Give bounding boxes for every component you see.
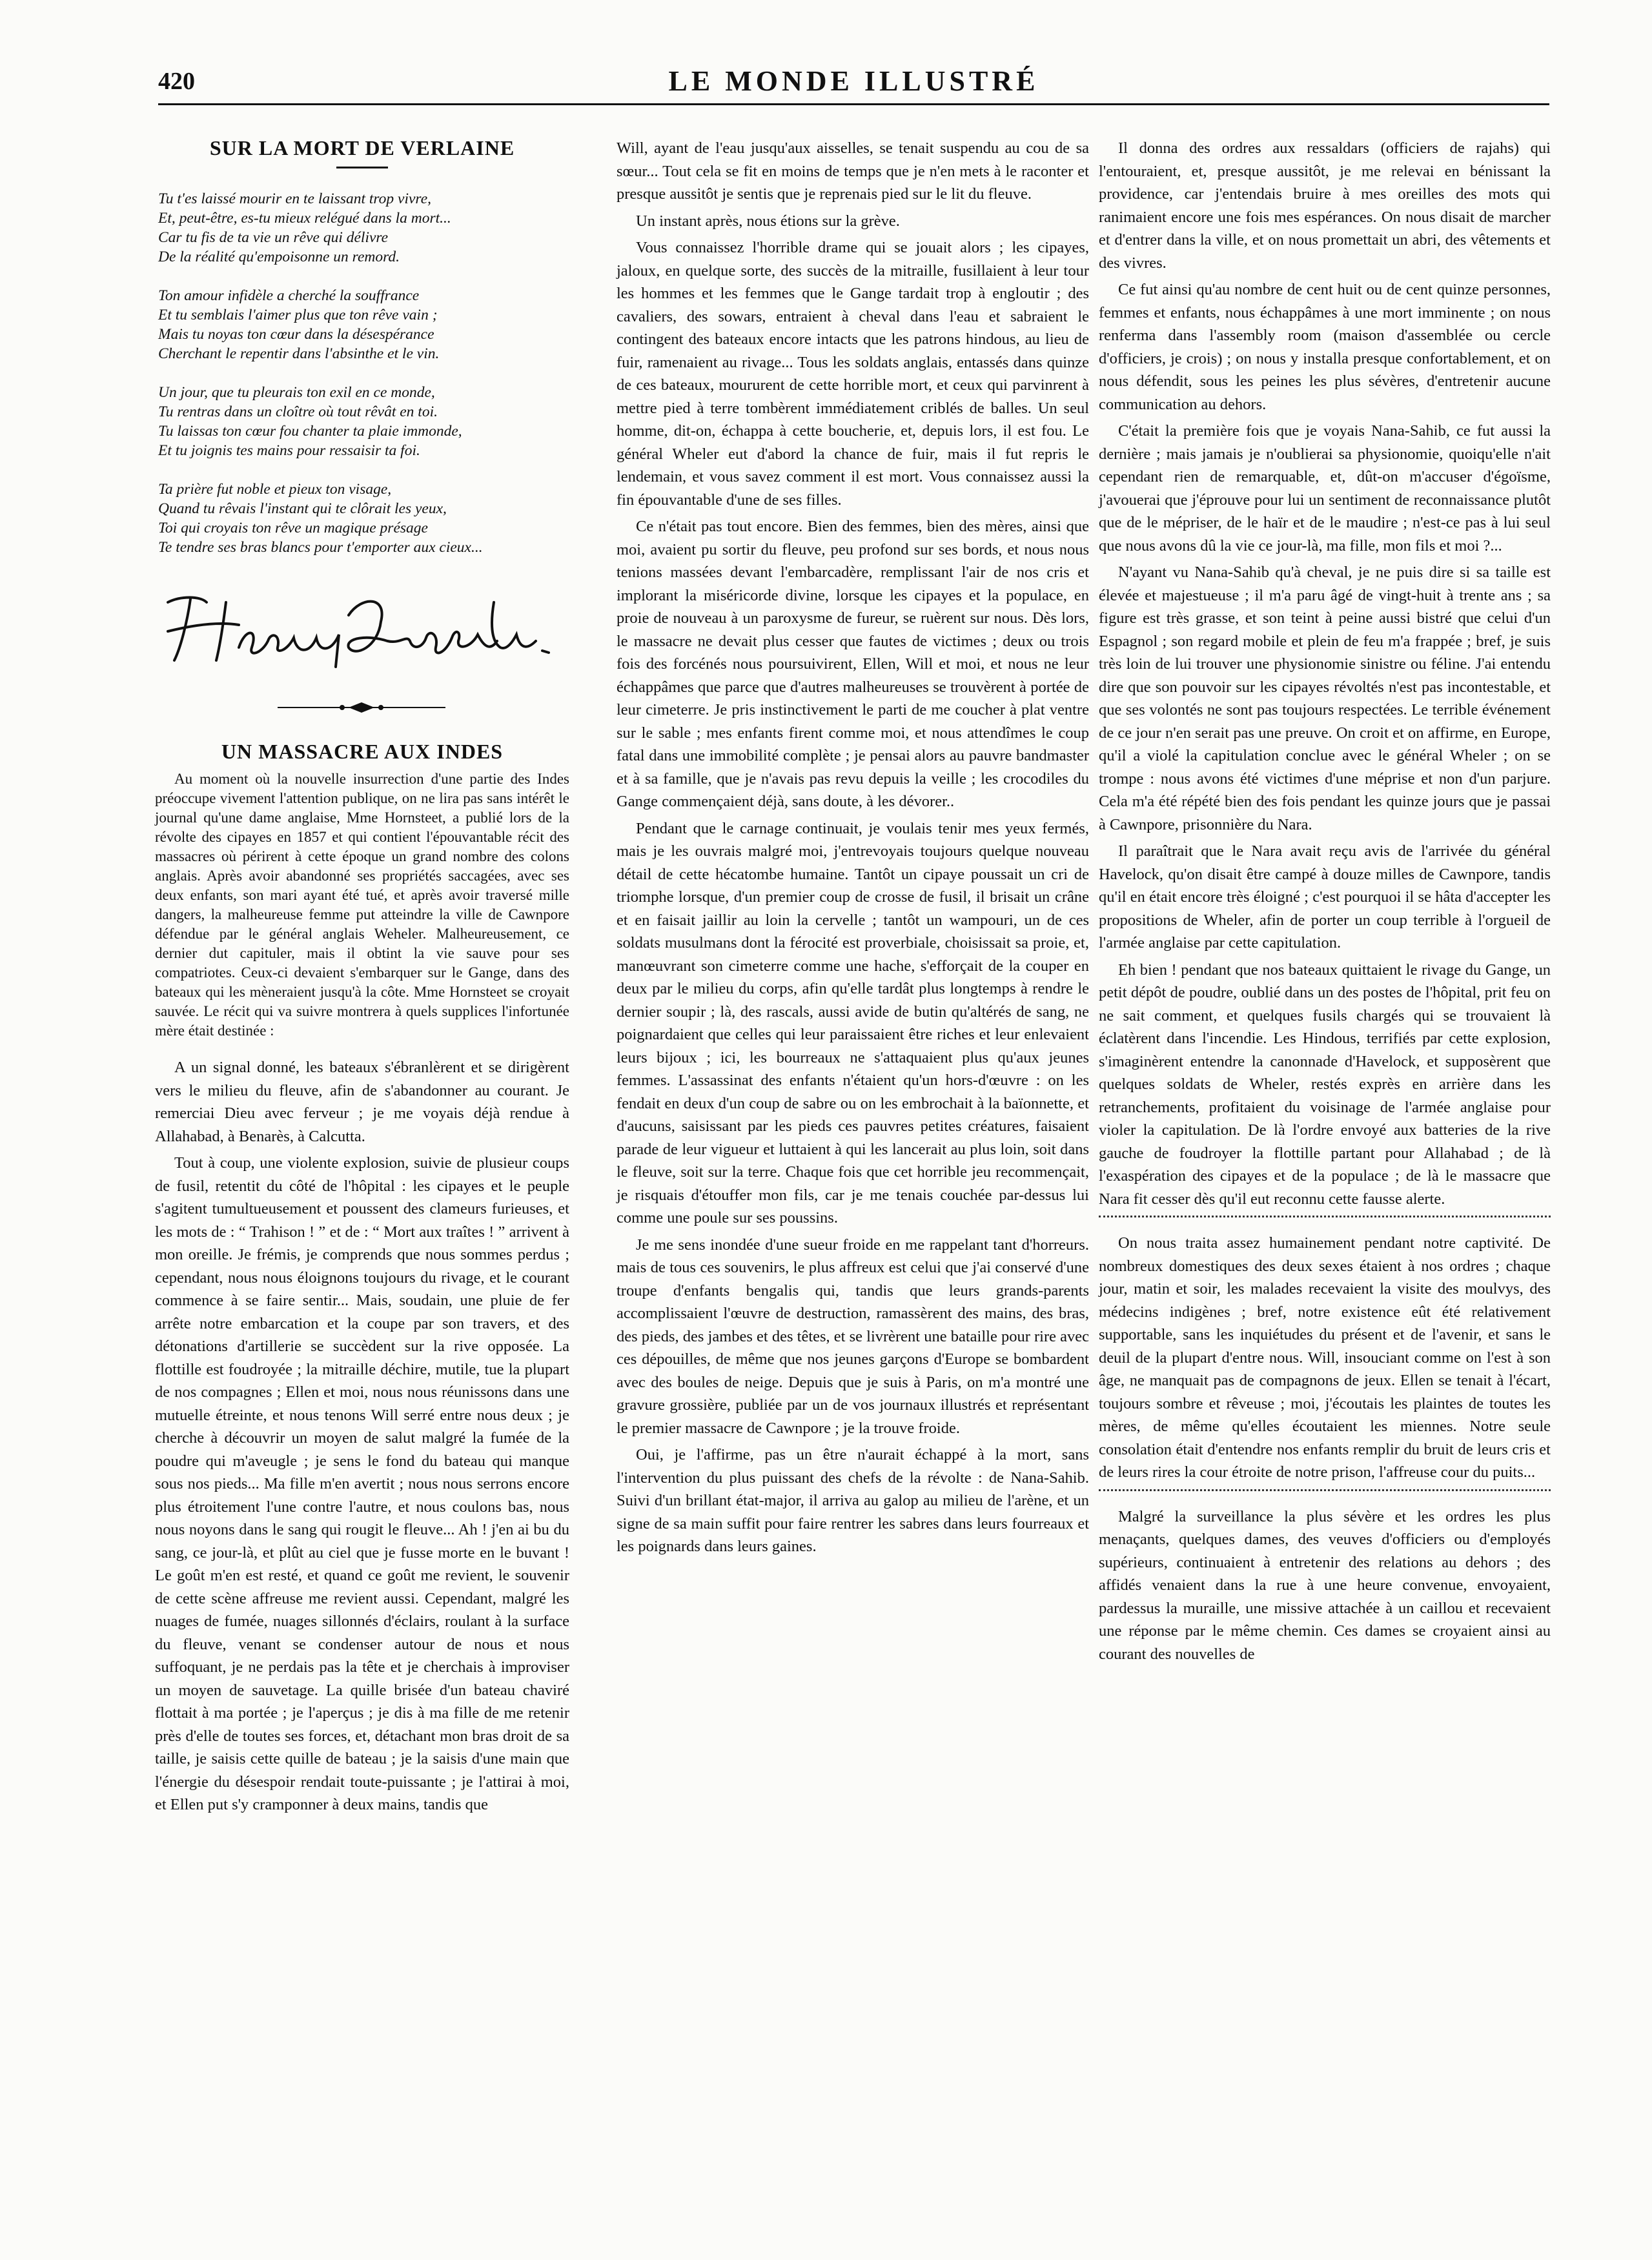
article-paragraph: On nous traita assez humainement pendant notre captivité. De nombreux domestiques des deux sexes étaient à nos ordres ; chaque jour, matin et soir, les malades recevaient la visite des moulvys, des médecins indigènes ; bref, notre existence eût été relativement supportable, sans les inquiétudes du présent et de l'avenir, et sans le deuil de la plupart d'entre nous. Will, insouciant comme on l'est à son âge, ne manquait pas de compagnons de jeux. Ellen se tenait à l'écart, toujours sombre et rêveuse ; moi, j'écoutais les plaintes de toutes les mères, de même qu'elles écoutaient les miennes. Notre seule consolation était d'entendre nos enfants remplir du bruit de leurs cris et de leurs rires la cour étroite de notre prison, l'affreuse cour du puits...	[1099, 1234, 1551, 1481]
page-header	[158, 65, 1549, 105]
article-paragraph: Ce n'était pas tout encore. Bien des femmes, bien des mères, ainsi que moi, avaient pu sortir du fleuve, peu profond sur ses bords, et nous nous tenions massées devant l'embarcadère, remplissant l'air de nos cris et implorant la miséricorde divine, lorsque les cipayes et la populace, en proie de nouveau à un paroxysme de fureur, se ruèrent sur nous. Dès lors, le massacre ne devait plus cesser que fautes de victimes ; deux ou trois fois des forcénés nous poursuivirent, Ellen, Will et moi, et nous ne leur échappâmes que parce que d'autres malheureuses se trouvèrent à portée de leur cimeterre. Je pris instinctivement le parti de me coucher à plat ventre sur le sable ; mes enfants firent comme moi, et nous attendîmes le coup fatal dans une immobilité complète ; je pensai alors au pauvre bandmaster et à sa famille, que je n'avais pas revu depuis la veille ; les crocodiles du Gange commençaient déjà, sans doute, à les dévorer..	[617, 518, 1089, 810]
article-paragraph: Oui, je l'affirme, pas un être n'aurait échappé à la mort, sans l'intervention du plus puissant des chefs de la révolte : de Nana-Sahib. Suivi d'un brillant état-major, il arriva au galop au milieu de l'arène, et un signe de sa main suffit pour faire rentrer les sabres dans leurs fourreaux et les poignards dans leurs gaines.	[617, 1446, 1089, 1555]
intro-paragraph: Au moment où la nouvelle insurrection d'une partie des Indes préoccupe vivement l'attention publique, on ne lira pas sans intérêt le journal qu'une dame anglaise, Mme Hornsteet, a publié lors de la révolte des cipayes en 1857 et qui contient l'épouvantable récit des massacres où périrent à cette époque un grand nombre des colons anglais. Après avoir abandonné ses propriétés saccagées, avec ses deux enfants, son mari ayant été tué, et après avoir traversé mille dangers, la malheureuse femme put atteindre la ville de Cawnpore défendue par le général anglais Weheler. Malheureusement, ce dernier dut capituler, mais il obtint la vie sauve pour ses compatriotes. Ceux-ci devaient s'embarquer sur le Gange, dans des bateaux qui les mèneraient jusqu'à la côte. Mme Hornsteet se croyait sauvée. Le récit qui va suivre montrera à quels supplices l'infortunée mère était destinée :	[155, 771, 569, 1039]
article-paragraph: Will, ayant de l'eau jusqu'aux aisselles, se tenait suspendu au cou de sa sœur... Tout cela se fit en moins de temps que je n'en mets à le raconter et presque aussitôt je sentis que je reprenais pied sur le lit du fleuve.	[617, 139, 1089, 203]
poem-line: Te tendre ses bras blancs pour t'emporter aux cieux...	[158, 538, 483, 556]
poem-line: Et tu semblais l'aimer plus que ton rêve vain ;	[158, 306, 438, 323]
poem-line: Tu laissas ton cœur fou chanter ta plaie immonde,	[158, 422, 462, 440]
column-1	[155, 137, 569, 1820]
article-paragraph: Il donna des ordres aux ressaldars (officiers de rajahs) qui l'entouraient, et, presque aussitôt, je me relevai en bénissant la providence, car j'entendais bruire à mes oreilles des mots qui ranimaient encore une fois mes espérances. On nous disait de marcher et d'entrer dans la ville, et on nous promettait un abri, des vêtements et des vivres.	[1099, 139, 1551, 272]
poem-line: De la réalité qu'empoisonne un remord.	[158, 248, 400, 265]
title-rule	[336, 167, 388, 168]
article-paragraph: N'ayant vu Nana-Sahib qu'à cheval, je ne puis dire si sa taille est élevée et majestueuse ; il m'a paru âgé de vingt-huit à trente ans ; sa figure est très grasse, et son teint à peine aussi bistré que celui d'un Espagnol ; son regard mobile et plein de feu m'a frappée ; bref, je suis très loin de lui trouver une physionomie sinistre ou féline. J'ai entendu dire que son pouvoir sur les cipayes révoltés n'est pas incontestable, et que ses volontés ne sont pas toujours respectées. Le terrible événement de ce jour n'en serait pas une preuve. On croit et on affirme, en Europe, qu'il a violé la capitulation conclue avec le général Wheler ; on se trompe : nous avons été victimes d'une méprise et non d'un parjure. Cela m'a été répété bien des fois pendant les quinze jours que je passai à Cawnpore, prisonnière du Nara.	[1099, 564, 1551, 833]
poem-stanza	[158, 286, 569, 363]
article-intro	[155, 769, 569, 1041]
poem-line: Toi qui croyais ton rêve un magique présage	[158, 519, 428, 536]
poem-title: SUR LA MORT DE VERLAINE	[209, 136, 515, 159]
column-3	[1099, 137, 1551, 1669]
poem-line: Ton amour infidèle a cherché la souffrance	[158, 287, 420, 304]
fleuron-icon	[155, 700, 569, 715]
poem-line: Tu t'es laissé mourir en te laissant trop vivre,	[158, 190, 432, 207]
poem-line: Car tu fis de ta vie un rêve qui délivre	[158, 229, 389, 246]
article-paragraph: Malgré la surveillance la plus sévère et les ordres les plus menaçants, quelques dames, des veuves d'officiers ou d'employés supérieurs, continuaient à entretenir des relations au dehors ; des affidés venaient dans la rue à une heure convenue, envoyaient, pardessus la muraille, une missive attachée à un caillou et recevaient une réponse par le même chemin. Ces dames se croyaient ainsi au courant des nouvelles de	[1099, 1507, 1551, 1663]
article-paragraph: Vous connaissez l'horrible drame qui se jouait alors ; les cipayes, jaloux, en quelque sorte, des succès de la mitraille, fusillaient à leur tour les hommes et les femmes que le Gange tardait trop à engloutir ; des cavaliers, des sowars, entraient à cheval dans l'eau et sabraient le contingent des bateaux encore intacts que les patrons hindous, au lieu de fuir, ramenaient au rivage... Tous les soldats anglais, entassés dans quinze de ces bateaux, moururent de cette horrible mort, et ceux qui parvinrent à mettre pied à terre tombèrent immédiatement criblés de balles. Un seul homme, dit-on, échappa à cette boucherie, et, depuis lors, il est fou. Le général Wheler eut d'abord la chance de fuir, mais il fut repris le lendemain, et vous savez comment il est mort. Vous connaissez aussi la fin épouvantable d'une de ses filles.	[617, 239, 1089, 509]
dotted-separator	[1099, 1489, 1551, 1498]
signature	[155, 576, 569, 673]
poem-line: Quand tu rêvais l'instant qui te clôrait les yeux,	[158, 500, 447, 517]
article-paragraph: Il paraîtrait que le Nara avait reçu avis de l'arrivée du général Havelock, qu'on disait être campé à douze milles de Cawnpore, tandis qu'il en était encore très éloigné ; c'est pourquoi il se hâta d'accepter les propositions de Wheler, afin de porter un coup terrible à l'orgueil de l'armée anglaise par cette capitulation.	[1099, 842, 1551, 952]
poem-line: Cherchant le repentir dans l'absinthe et le vin.	[158, 345, 440, 362]
poem-line: Mais tu noyas ton cœur dans la désespérance	[158, 325, 434, 343]
column-2	[617, 137, 1089, 1562]
poem-line: Et, peut-être, es-tu mieux relégué dans la mort...	[158, 209, 451, 227]
article-paragraph: C'était la première fois que je voyais Nana-Sahib, ce fut aussi la dernière ; mais jamais je n'oublierai sa physionomie, quoiqu'elle n'ait cependant rien de remarquable, et, dût-on m'accuser d'égoïsme, j'avouerai que j'éprouve pour lui un sentiment de reconnaissance plutôt que de le mépriser, de le haïr et de le maudire ; n'est-ce pas à lui seul que nous avons dû la vie ce jour-là, ma fille, mon fils et moi ?...	[1099, 422, 1551, 555]
poem-line: Et tu joignis tes mains pour ressaisir ta foi.	[158, 442, 420, 459]
article-paragraph: Je me sens inondée d'une sueur froide en me rappelant tant d'horreurs. mais de tous ces souvenirs, le plus affreux est celui que j'ai conservé d'une troupe d'enfants bengalis qui, tandis que leurs grands-parents accomplissaient l'œuvre de destruction, ramassèrent des mains, des bras, des pieds, des jambes et des têtes, et se livrèrent une bataille pour rire avec ces dépouilles, de même que nos jeunes garçons d'Europe se bombardent avec des boules de neige. Depuis que je suis à Paris, on m'a montré une gravure grossière, publiée par un de vos journaux illustrés et représentant le premier massacre de Cawnpore ; je la trouve froide.	[617, 1236, 1089, 1437]
poem-line: Un jour, que tu pleurais ton exil en ce monde,	[158, 383, 435, 401]
article-paragraph: Un instant après, nous étions sur la grève.	[636, 212, 900, 230]
article-paragraph: Ce fut ainsi qu'au nombre de cent huit ou de cent quinze personnes, femmes et enfants, nous échappâmes à une mort imminente ; on nous renferma dans l'assembly room (maison d'assemblée ou cercle d'officiers, je crois) ; on nous y installa presque confortablement, et on nous défendit, sous les peines les plus sévères, d'entretenir aucune communication au dehors.	[1099, 281, 1551, 413]
poem-stanza	[158, 189, 569, 267]
poem-stanza	[158, 383, 569, 460]
poem-line: Ta prière fut noble et pieux ton visage,	[158, 480, 392, 498]
poem-line: Tu rentras dans un cloître où tout rêvât en toi.	[158, 403, 438, 420]
signature-icon	[155, 576, 568, 673]
article-title: UN MASSACRE AUX INDES	[221, 739, 504, 763]
ornament-divider	[155, 699, 569, 715]
page-number: 420	[158, 68, 195, 95]
poem	[158, 189, 569, 557]
dotted-separator	[1099, 1216, 1551, 1224]
article-paragraph: Tout à coup, une violente explosion, suivie de plusieur coups de fusil, retentit du côté de l'hôpital : les cipayes et le peuple s'agitent tumultueusement et poussent des clameurs furieuses, et les mots de : “ Trahison ! ” et de : “ Mort aux traîtes ! ” arrivent à mon oreille. Je frémis, je comprends que nous sommes perdus ; cependant, nous nous éloignons toujours du rivage, et le courant commence à se faire sentir... Mais, soudain, une pluie de fer arrête notre embarcation et la coupe par son travers, et des détonations d'artillerie se succèdent sur la rive opposée. La flottille est foudroyée ; la mitraille déchire, mutile, tue la plupart de nos compagnes ; Ellen et moi, nous nous réunissons dans une mutuelle étreinte, et nous tenons Will serré entre nous deux ; je cherche à découvrir un moyen de salut malgré la fumée de la poudre qui m'aveugle ; je sens le fond du bateau qui manque sous nos pieds... Ma fille m'en avertit ; nous nous serrons encore plus étroitement l'une contre l'autre, et nous coulons bas, nous nous noyons dans le sang qui rougit le fleuve... Ah ! j'en ai bu du sang, ce jour-là, et plût au ciel que je fusse morte en le buvant ! Le goût m'en est resté, et quand ce goût me revient, le souvenir de cette scène affreuse me revient aussi. Cependant, malgré les nuages de fumée, nuages sillonnés d'éclairs, roulant à la surface du fleuve, venant se condenser autour de nous et nous suffoquant, je ne perdais pas la tête et je cherchais à improviser un moyen de sauvetage. La quille brisée d'un bateau chaviré flottait à ma portée ; je l'aperçus ; je dis à ma fille de me retenir près d'elle de toutes ses forces, et, détachant mon bras droit de sa taille, je saisis cette quille de bateau ; je la saisis d'une main que l'énergie du désespoir rendait toute-puissante ; je l'attirai à moi, et Ellen put s'y cramponner à deux mains, tandis que	[155, 1154, 569, 1813]
article-paragraph: Pendant que le carnage continuait, je voulais tenir mes yeux fermés, mais je les ouvrais malgré moi, j'entrevoyais toujours quelque nouveau détail de cette hécatombe humaine. Tantôt un cipaye poussait un cri de triomphe lorsque, d'un premier coup de crosse de fusil, il brisait un crâne et en faisait jaillir au loin la cervelle ; tantôt un wampouri, un de ces soldats musulmans dont la férocité est proverbiale, choisissait sa proie, et, manœuvrant son cimeterre comme une hache, s'efforçait de la couper en deux par le milieu du corps, afin qu'elle tardât plus longtemps à rendre le dernier soupir ; là, des rascals, aussi avide de butin qu'altérés de sang, ne poignardaient que celles qui leur paraissaient être riches et leur enlevaient leurs bijoux ; ici, les bourreaux ne s'attaquaient plus qu'aux jeunes femmes. L'assassinat des enfants n'étaient qu'un hors-d'œuvre : on les fendait en deux d'un coup de sabre ou on les embrochait à la baïonnette, et d'aucuns, saisissant par les pieds ces pauvres petites créatures, faisaient parade de leur vigueur et luttaient à qui les lancerait au plus loin, soit dans le fleuve, soit sur la terre. Chaque fois que cet horrible jeu recommençait, je risquais d'étouffer mon fils, car je me tenais couchée par-dessus lui comme une poule sur ses poussins.	[617, 819, 1089, 1227]
journal-title: LE MONDE ILLUSTRÉ	[668, 65, 1039, 97]
article-paragraph: A un signal donné, les bateaux s'ébranlèrent et se dirigèrent vers le milieu du fleuve, afin de s'abandonner au courant. Je remerciai Dieu avec ferveur ; je me voyais déjà rendue à Allahabad, à Benarès, à Calcutta.	[155, 1059, 569, 1145]
poem-stanza	[158, 480, 569, 557]
article-paragraph: Eh bien ! pendant que nos bateaux quittaient le rivage du Gange, un petit dépôt de poudre, oublié dans un des postes de l'hôpital, prit feu on ne sait comment, et quelques fusils chargés qui se trouvaient là éclatèrent dans l'incendie. Les Hindous, terrifiés par cette explosion, s'imaginèrent entendre la canonnade d'Havelock, et supposèrent que quelques soldats de Wheler, restés exprès en arrière dans les retranchements, profitaient du voisinage de l'armée anglaise pour violer la capitulation. De là l'ordre envoyé aux batteries de la rive gauche de foudroyer la flottille partant pour Allahabad ; de là l'exaspération des cipayes et de la populace ; de là le massacre que Nara fit cesser dès qu'il eut reconnu cette fausse alerte.	[1099, 961, 1551, 1208]
